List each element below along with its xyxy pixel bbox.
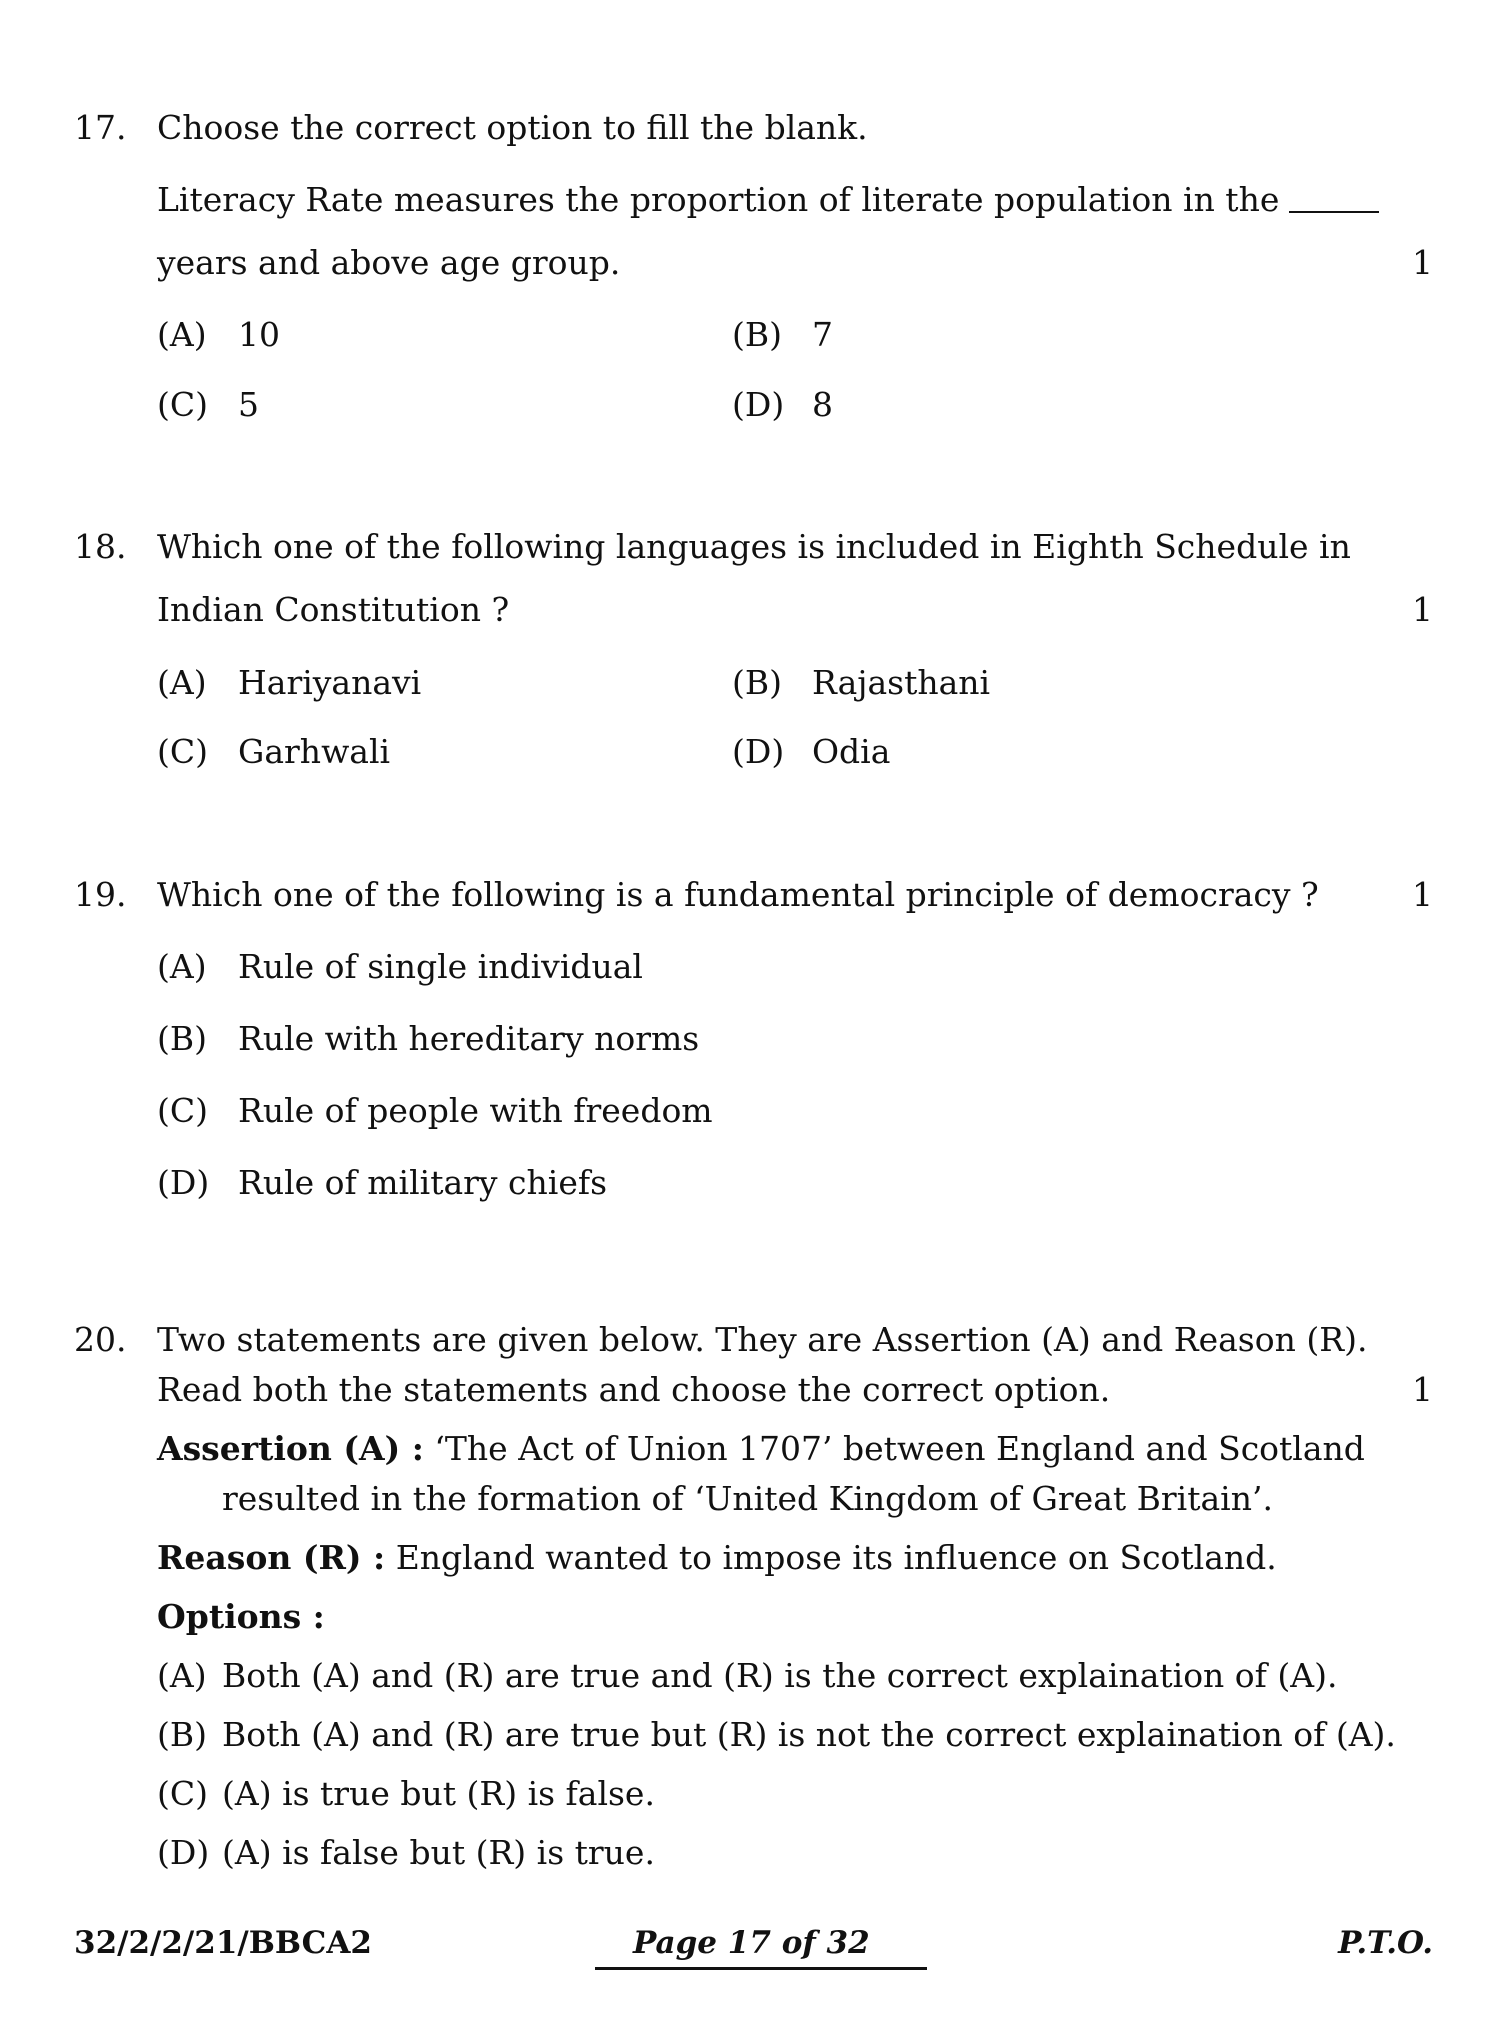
q19-option-c-text: Rule of people with freedom [238, 1091, 713, 1130]
question-17-text-line2: years and above age group. [157, 243, 621, 282]
q19-option-c-label: (C) [157, 1091, 208, 1130]
q17-option-a-text: 10 [238, 315, 280, 354]
q20-option-d-label: (D) [157, 1833, 210, 1872]
question-18-text-line2: Indian Constitution ? [157, 590, 510, 629]
q20-option-b-text: Both (A) and (R) are true but (R) is not the correct explaination of (A). [222, 1715, 1396, 1754]
q20-option-c-text: (A) is true but (R) is false. [222, 1774, 655, 1813]
q20-option-c-label: (C) [157, 1774, 208, 1813]
q18-option-c-label: (C) [157, 732, 208, 771]
question-19-number: 19. [74, 875, 127, 914]
q18-option-b-label: (B) [732, 663, 782, 702]
q18-option-b-text: Rajasthani [812, 663, 991, 702]
q17-option-b-text: 7 [812, 315, 833, 354]
q19-option-b-text: Rule with hereditary norms [238, 1019, 700, 1058]
question-17-marks: 1 [1412, 243, 1433, 282]
q20-option-a-label: (A) [157, 1656, 207, 1695]
question-18-text-line1: Which one of the following languages is included in Eighth Schedule in [157, 527, 1351, 566]
question-17-instruction: Choose the correct option to fill the blank. [157, 108, 868, 147]
q20-option-d-text: (A) is false but (R) is true. [222, 1833, 655, 1872]
q18-option-d-text: Odia [812, 732, 891, 771]
q17-option-b-label: (B) [732, 315, 782, 354]
fill-blank [1289, 211, 1379, 213]
paper-code: 32/2/2/21/BBCA2 [74, 1925, 372, 1961]
q17-option-a-label: (A) [157, 315, 207, 354]
question-20-marks: 1 [1412, 1370, 1433, 1409]
question-17-text: Literacy Rate measures the proportion of literate population in the [157, 180, 1280, 219]
q20-option-a-text: Both (A) and (R) are true and (R) is the correct explaination of (A). [222, 1656, 1338, 1695]
question-19-text: Which one of the following is a fundamental principle of democracy ? [157, 875, 1319, 914]
q19-option-d-label: (D) [157, 1163, 210, 1202]
page-number-underline [595, 1967, 927, 1970]
assertion-label: Assertion (A) : [157, 1429, 424, 1468]
question-20-text-line2: Read both the statements and choose the correct option. [157, 1370, 1111, 1409]
reason-label: Reason (R) : [157, 1538, 386, 1577]
q20-option-b-label: (B) [157, 1715, 207, 1754]
q17-option-d-text: 8 [812, 385, 833, 424]
question-18-marks: 1 [1412, 590, 1433, 629]
question-18-number: 18. [74, 527, 127, 566]
assertion-line2: resulted in the formation of ‘United Kingdom of Great Britain’. [222, 1479, 1273, 1518]
options-heading: Options : [157, 1597, 325, 1636]
question-20-number: 20. [74, 1320, 127, 1359]
q18-option-c-text: Garhwali [238, 732, 391, 771]
q19-option-a-text: Rule of single individual [238, 947, 643, 986]
pto-label: P.T.O. [1338, 1925, 1433, 1961]
q19-option-a-label: (A) [157, 947, 207, 986]
page-number: Page 17 of 32 [633, 1925, 870, 1961]
question-17-text-line1 [157, 180, 1379, 219]
q18-option-a-label: (A) [157, 663, 207, 702]
q17-option-c-label: (C) [157, 385, 208, 424]
assertion-text: ‘The Act of Union 1707’ between England and Scotland [434, 1429, 1365, 1468]
q19-option-d-text: Rule of military chiefs [238, 1163, 608, 1202]
assertion-line1 [157, 1429, 1365, 1468]
q18-option-a-text: Hariyanavi [238, 663, 422, 702]
reason-line [157, 1538, 1277, 1577]
question-20-text-line1: Two statements are given below. They are Assertion (A) and Reason (R). [157, 1320, 1368, 1359]
question-17-number: 17. [74, 108, 127, 147]
q18-option-d-label: (D) [732, 732, 785, 771]
q19-option-b-label: (B) [157, 1019, 207, 1058]
q17-option-c-text: 5 [238, 385, 259, 424]
q17-option-d-label: (D) [732, 385, 785, 424]
reason-text: England wanted to impose its influence on Scotland. [395, 1538, 1277, 1577]
question-19-marks: 1 [1412, 875, 1433, 914]
